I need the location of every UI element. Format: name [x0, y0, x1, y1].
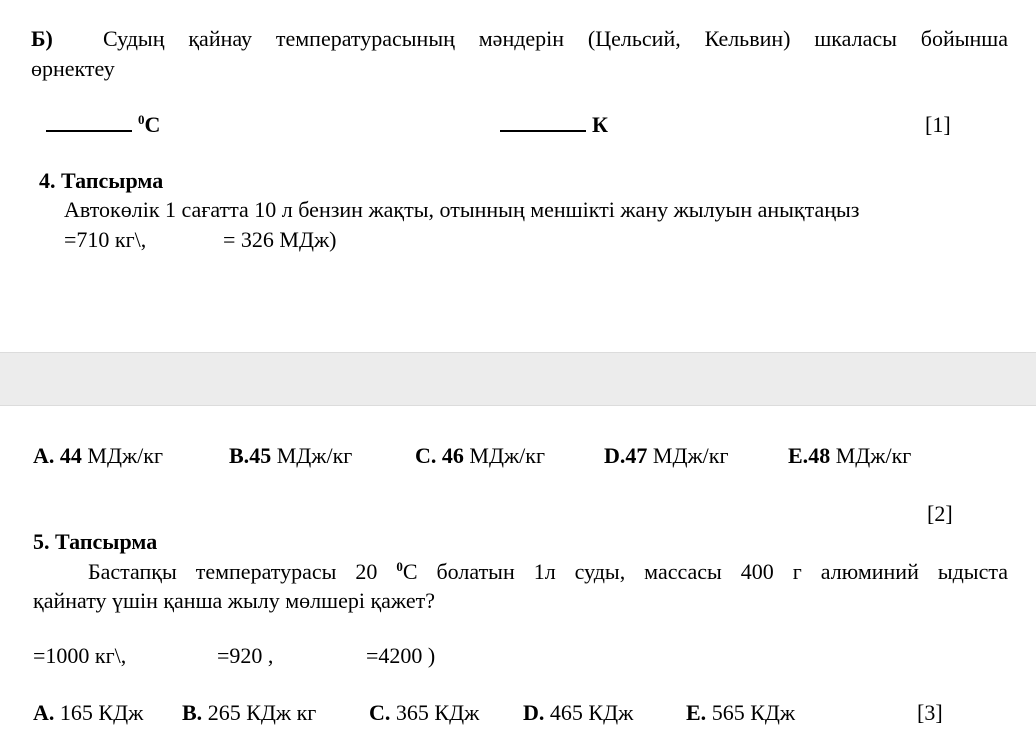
task5-given1: =1000 кг\, [33, 643, 127, 668]
task5-score: [3] [917, 700, 943, 725]
task4-option-b: В.45 МДж/кг [229, 443, 353, 468]
task5-given2: =920 , [217, 643, 274, 668]
celsius-degree: 0 [138, 112, 145, 127]
task5-option-a: А. 165 КДж [33, 700, 144, 725]
task5-line2: қайнату үшін қанша жылу мөлшері қажет? [33, 588, 435, 613]
task4-line1: Автокөлік 1 сағатта 10 л бензин жақты, отынның меншікті жану жылуын анықтаңыз [64, 197, 860, 222]
celsius-unit: С [144, 112, 161, 137]
task5-line1: Бастапқы температурасы 20 $^0$С болатын 1л суды, массасы 400 г алюминий ыдыста [88, 559, 1008, 584]
task4-option-a: А. 44 МДж/кг [33, 443, 163, 468]
page-gap [0, 352, 1036, 406]
task5-option-b: В. 265 КДж кг [182, 700, 317, 725]
kelvin-answer [500, 112, 608, 136]
celsius-answer [46, 112, 160, 136]
kelvin-blank[interactable] [500, 112, 586, 132]
task5-option-e: Е. 565 КДж [686, 700, 796, 725]
part-b-text-line2: өрнектеу [31, 56, 115, 81]
task4-option-e: Е.48 МДж/кг [788, 443, 912, 468]
task5-option-c: С. 365 КДж [369, 700, 480, 725]
task4-option-c: С. 46 МДж/кг [415, 443, 545, 468]
task5-title: 5. Тапсырма [33, 529, 158, 554]
task4-option-d: D.47 МДж/кг [604, 443, 729, 468]
part-b-text-line1: Судың қайнау температурасының мәндерін (Цельсий, Кельвин) шкаласы бойынша [103, 26, 1008, 51]
task5-given3: =4200 ) [366, 643, 436, 668]
task4-given2: = 326 МДж) [223, 227, 337, 252]
task4-title: 4. Тапсырма [39, 168, 164, 193]
kelvin-unit: К [592, 112, 608, 137]
part-b-label: Б) [31, 26, 53, 51]
part-b-score: [1] [925, 112, 951, 137]
task5-option-d: D. 465 КДж [523, 700, 634, 725]
task4-given1: =710 кг\, [64, 227, 147, 252]
task4-score: [2] [927, 501, 953, 526]
celsius-blank[interactable] [46, 112, 132, 132]
